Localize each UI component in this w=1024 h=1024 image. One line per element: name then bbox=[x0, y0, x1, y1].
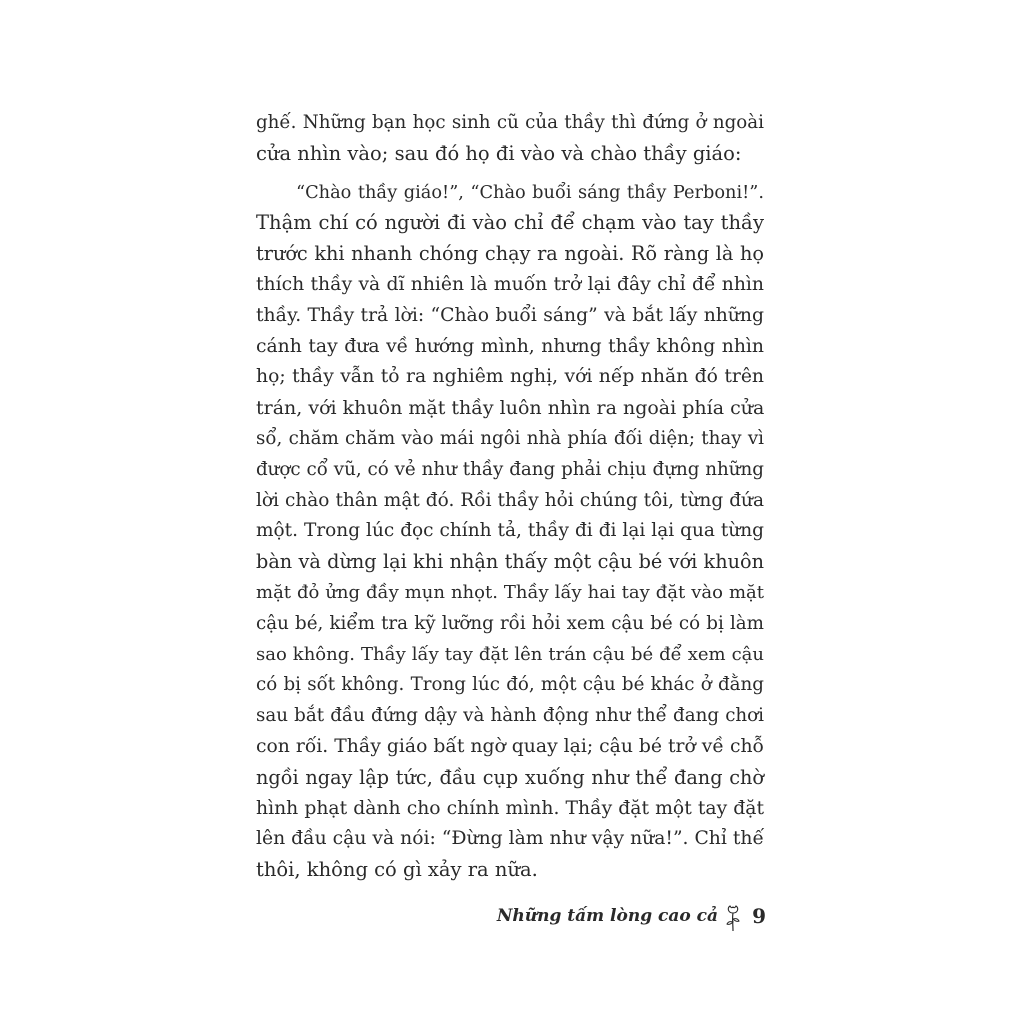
text-line: ghế. Những bạn học sinh cũ của thầy thì đứng ở ngoài bbox=[256, 112, 764, 133]
page-number: 9 bbox=[752, 904, 766, 928]
text-line: cánh tay đưa về hướng mình, nhưng thầy không nhìn bbox=[256, 335, 764, 357]
paragraph-1 bbox=[256, 108, 764, 170]
text-line: “Chào thầy giáo!”, “Chào buổi sáng thầy Perboni!”. bbox=[296, 182, 764, 203]
text-line: con rối. Thầy giáo bất ngờ quay lại; cậu bé trở về chỗ bbox=[256, 735, 764, 757]
text-line: bàn và dừng lại khi nhận thấy một cậu bé với khuôn bbox=[256, 550, 764, 574]
text-line: cửa nhìn vào; sau đó họ đi vào và chào thầy giáo: bbox=[256, 141, 742, 165]
paragraph-gap bbox=[256, 170, 764, 178]
text-line: Thậm chí có người đi vào chỉ để chạm vào tay thầy bbox=[256, 211, 764, 235]
text-line: thầy. Thầy trả lời: “Chào buổi sáng” và bắt lấy những bbox=[256, 304, 764, 326]
running-title: Những tấm lòng cao cả bbox=[496, 906, 718, 926]
paragraph-2 bbox=[256, 178, 764, 886]
text-line: ngồi ngay lập tức, đầu cụp xuống như thể đang chờ bbox=[256, 765, 764, 789]
text-line: thôi, không có gì xảy ra nữa. bbox=[256, 858, 538, 882]
text-line: được cổ vũ, có vẻ như thầy đang phải chịu đựng những bbox=[256, 458, 764, 480]
page-footer bbox=[496, 902, 770, 936]
text-line: sao không. Thầy lấy tay đặt lên trán cậu bé để xem cậu bbox=[256, 643, 764, 665]
body-text bbox=[256, 108, 764, 886]
text-line: sổ, chăm chăm vào mái ngôi nhà phía đối diện; thay vì bbox=[256, 427, 764, 449]
text-line: trán, với khuôn mặt thầy luôn nhìn ra ngoài phía cửa bbox=[256, 397, 765, 420]
text-line: hình phạt dành cho chính mình. Thầy đặt một tay đặt bbox=[256, 797, 764, 819]
text-line: mặt đỏ ửng đầy mụn nhọt. Thầy lấy hai tay đặt vào mặt bbox=[256, 581, 764, 603]
text-line: trước khi nhanh chóng chạy ra ngoài. Rõ ràng là họ bbox=[256, 242, 764, 266]
text-line: thích thầy và dĩ nhiên là muốn trở lại đây chỉ để nhìn bbox=[256, 273, 764, 295]
text-line: sau bắt đầu đứng dậy và hành động như thể đang chơi bbox=[256, 705, 764, 727]
text-line: lên đầu cậu và nói: “Đừng làm như vậy nữa!”. Chỉ thế bbox=[256, 828, 764, 850]
text-line: có bị sốt không. Trong lúc đó, một cậu bé khác ở đằng bbox=[256, 674, 764, 696]
text-line: một. Trong lúc đọc chính tả, thầy đi đi lại lại qua từng bbox=[256, 520, 764, 542]
text-line: cậu bé, kiểm tra kỹ lưỡng rồi hỏi xem cậu bé có bị làm bbox=[256, 612, 764, 634]
text-line: lời chào thân mật đó. Rồi thầy hỏi chúng tôi, từng đứa bbox=[256, 489, 764, 511]
text-line: họ; thầy vẫn tỏ ra nghiêm nghị, với nếp nhăn đó trên bbox=[256, 366, 764, 388]
flower-ornament-icon bbox=[724, 904, 742, 932]
